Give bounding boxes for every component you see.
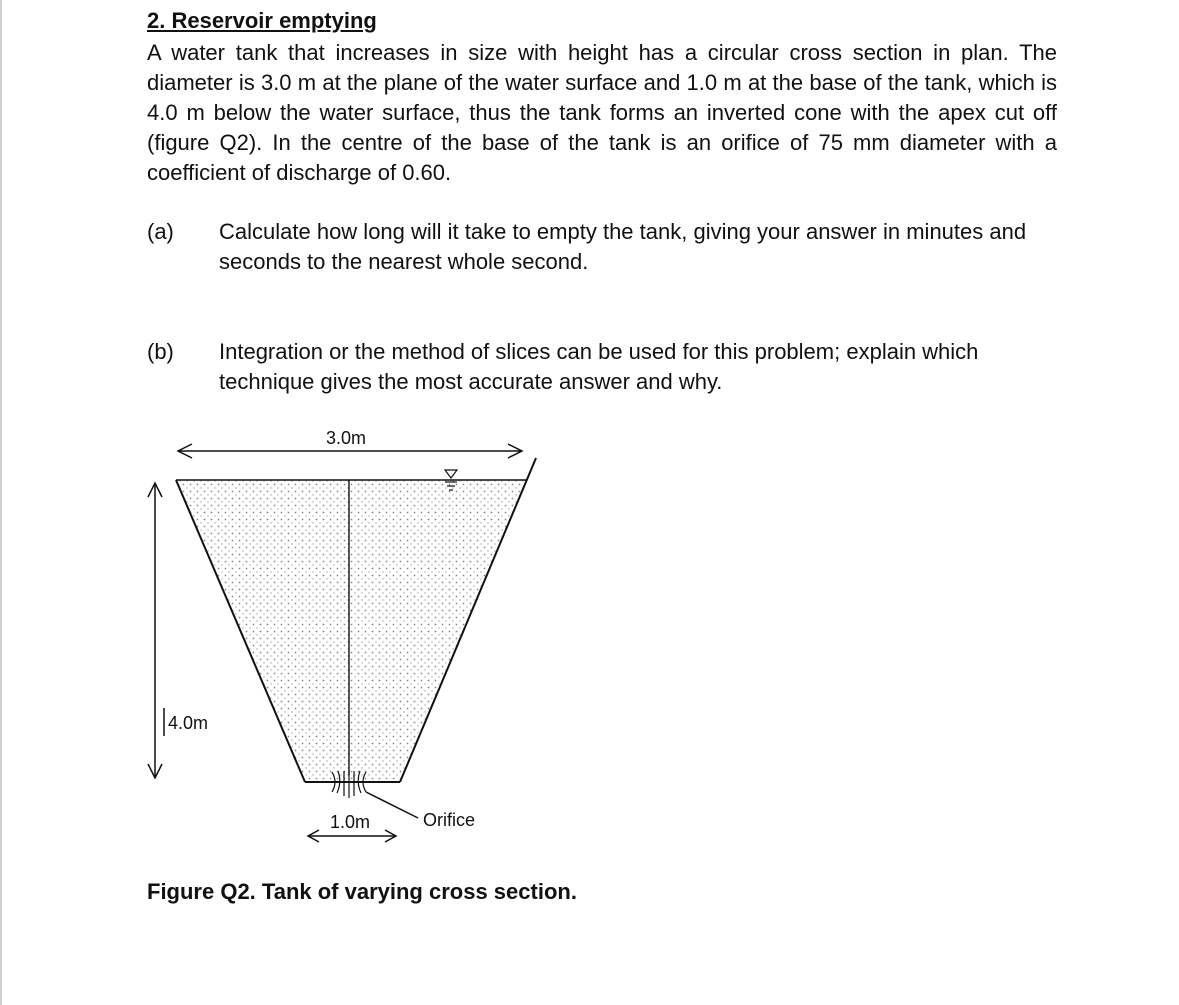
height-label: 4.0m: [168, 713, 209, 733]
part-b-text: Integration or the method of slices can be used for this problem; explain which technique gives the most accurate answer and why.: [219, 339, 979, 394]
question-intro: A water tank that increases in size with height has a circular cross section in plan. The diameter is 3.0 m at the plane of the water surface and 1.0 m at the base of the tank, which is 4.0 m below the water surface, thus the tank forms an inverted cone with the apex cut off (figure Q2). In the centre of the base of the tank is an orifice of 75 mm diameter with a coefficient of discharge of 0.60.: [147, 40, 1057, 185]
part-a-label: (a): [147, 219, 174, 244]
height-dimension-arrow: [148, 483, 162, 778]
figure-caption: Figure Q2. Tank of varying cross section.: [147, 879, 577, 904]
orifice-leader-line: [366, 792, 418, 818]
base-width-label: 1.0m: [330, 812, 371, 832]
question-heading: 2. Reservoir emptying: [147, 8, 377, 33]
part-a-text: Calculate how long will it take to empty the tank, giving your answer in minutes and seconds to the nearest whole second.: [219, 219, 1027, 274]
top-width-label: 3.0m: [326, 428, 367, 448]
water-body: [176, 480, 526, 782]
orifice-label: Orifice: [423, 810, 476, 830]
part-b-label: (b): [147, 339, 174, 364]
